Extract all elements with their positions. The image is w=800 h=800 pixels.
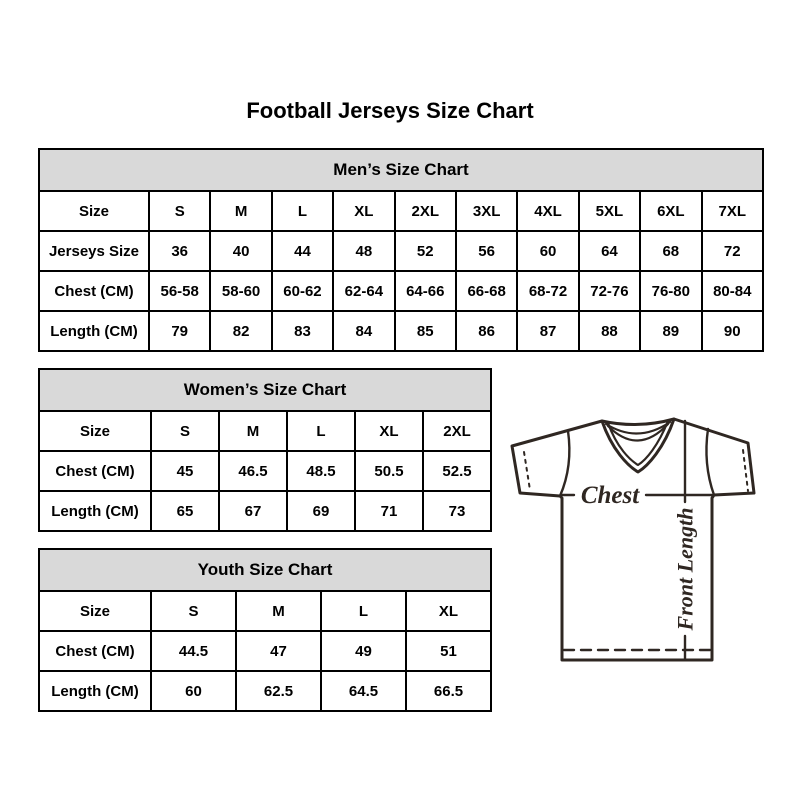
table-cell: 72-76 (579, 271, 640, 311)
table-cell: 76-80 (640, 271, 701, 311)
table-cell: M (219, 411, 287, 451)
table-cell: XL (333, 191, 394, 231)
front-length-label: Front Length (672, 507, 698, 631)
row-label: Size (39, 191, 149, 231)
table-cell: 51 (406, 631, 491, 671)
table-cell: 72 (702, 231, 763, 271)
table-cell: L (287, 411, 355, 451)
table-cell: 44 (272, 231, 333, 271)
table-row (39, 671, 491, 711)
table-cell: 68-72 (517, 271, 578, 311)
table-cell: 65 (151, 491, 219, 531)
table-cell: 83 (272, 311, 333, 351)
table-cell: 64 (579, 231, 640, 271)
jersey-measurement-diagram (500, 408, 780, 674)
table-cell: 47 (236, 631, 321, 671)
table-cell: 60 (517, 231, 578, 271)
table-cell: 62.5 (236, 671, 321, 711)
table-caption-row (39, 549, 491, 591)
table-cell: XL (406, 591, 491, 631)
table-row (39, 231, 763, 271)
page-title: Football Jerseys Size Chart (246, 98, 534, 123)
row-label: Chest (CM) (39, 631, 151, 671)
table-cell: 89 (640, 311, 701, 351)
mens-size-table (38, 148, 762, 348)
table-cell: 73 (423, 491, 491, 531)
table-row (39, 631, 491, 671)
table-cell: 86 (456, 311, 517, 351)
table-row (39, 491, 491, 531)
table-cell: 60-62 (272, 271, 333, 311)
table-cell: 49 (321, 631, 406, 671)
row-label: Size (39, 411, 151, 451)
table-cell: 7XL (702, 191, 763, 231)
table-cell: 82 (210, 311, 271, 351)
row-label: Jerseys Size (39, 231, 149, 271)
table-cell: 67 (219, 491, 287, 531)
table-cell: S (151, 591, 236, 631)
chest-label: Chest (580, 482, 640, 509)
table-cell: 58-60 (210, 271, 271, 311)
table-row (39, 411, 491, 451)
table-cell: 52.5 (423, 451, 491, 491)
table-cell: 52 (395, 231, 456, 271)
table-cell: 68 (640, 231, 701, 271)
table-row (39, 311, 763, 351)
row-label: Size (39, 591, 151, 631)
table-cell: 84 (333, 311, 394, 351)
table-cell: 66.5 (406, 671, 491, 711)
table-cell: 48 (333, 231, 394, 271)
row-label: Chest (CM) (39, 271, 149, 311)
table-cell: 50.5 (355, 451, 423, 491)
row-label: Length (CM) (39, 671, 151, 711)
row-label: Chest (CM) (39, 451, 151, 491)
youth-size-table (38, 548, 490, 708)
table-row (39, 271, 763, 311)
table-cell: XL (355, 411, 423, 451)
jersey-illustration-icon (500, 408, 780, 674)
table-cell: 71 (355, 491, 423, 531)
table-cell: M (210, 191, 271, 231)
table-caption-row (39, 369, 491, 411)
table-cell: 64-66 (395, 271, 456, 311)
table-cell: 44.5 (151, 631, 236, 671)
table-row (39, 591, 491, 631)
table-cell: 6XL (640, 191, 701, 231)
table-row (39, 191, 763, 231)
womens-table-title: Women’s Size Chart (39, 369, 491, 411)
table-cell: 48.5 (287, 451, 355, 491)
row-label: Length (CM) (39, 311, 149, 351)
youth-table-title: Youth Size Chart (39, 549, 491, 591)
table-cell: 80-84 (702, 271, 763, 311)
table-cell: 90 (702, 311, 763, 351)
jersey-body-outline (512, 419, 754, 660)
table-cell: 2XL (423, 411, 491, 451)
table-cell: 60 (151, 671, 236, 711)
table-cell: S (151, 411, 219, 451)
table-cell: 56-58 (149, 271, 210, 311)
table-cell: 87 (517, 311, 578, 351)
table-cell: L (272, 191, 333, 231)
table-cell: 2XL (395, 191, 456, 231)
table-cell: 3XL (456, 191, 517, 231)
table-cell: 45 (151, 451, 219, 491)
table-caption-row (39, 149, 763, 191)
table-cell: 56 (456, 231, 517, 271)
mens-table-title: Men’s Size Chart (39, 149, 763, 191)
table-cell: 64.5 (321, 671, 406, 711)
table-cell: 5XL (579, 191, 640, 231)
table-cell: 66-68 (456, 271, 517, 311)
table-cell: 36 (149, 231, 210, 271)
table-cell: 79 (149, 311, 210, 351)
table-cell: 88 (579, 311, 640, 351)
table-cell: 85 (395, 311, 456, 351)
table-cell: L (321, 591, 406, 631)
table-cell: 40 (210, 231, 271, 271)
table-row (39, 451, 491, 491)
table-cell: 4XL (517, 191, 578, 231)
table-cell: 46.5 (219, 451, 287, 491)
row-label: Length (CM) (39, 491, 151, 531)
table-cell: M (236, 591, 321, 631)
womens-size-table (38, 368, 490, 528)
table-cell: 62-64 (333, 271, 394, 311)
table-cell: 69 (287, 491, 355, 531)
table-cell: S (149, 191, 210, 231)
